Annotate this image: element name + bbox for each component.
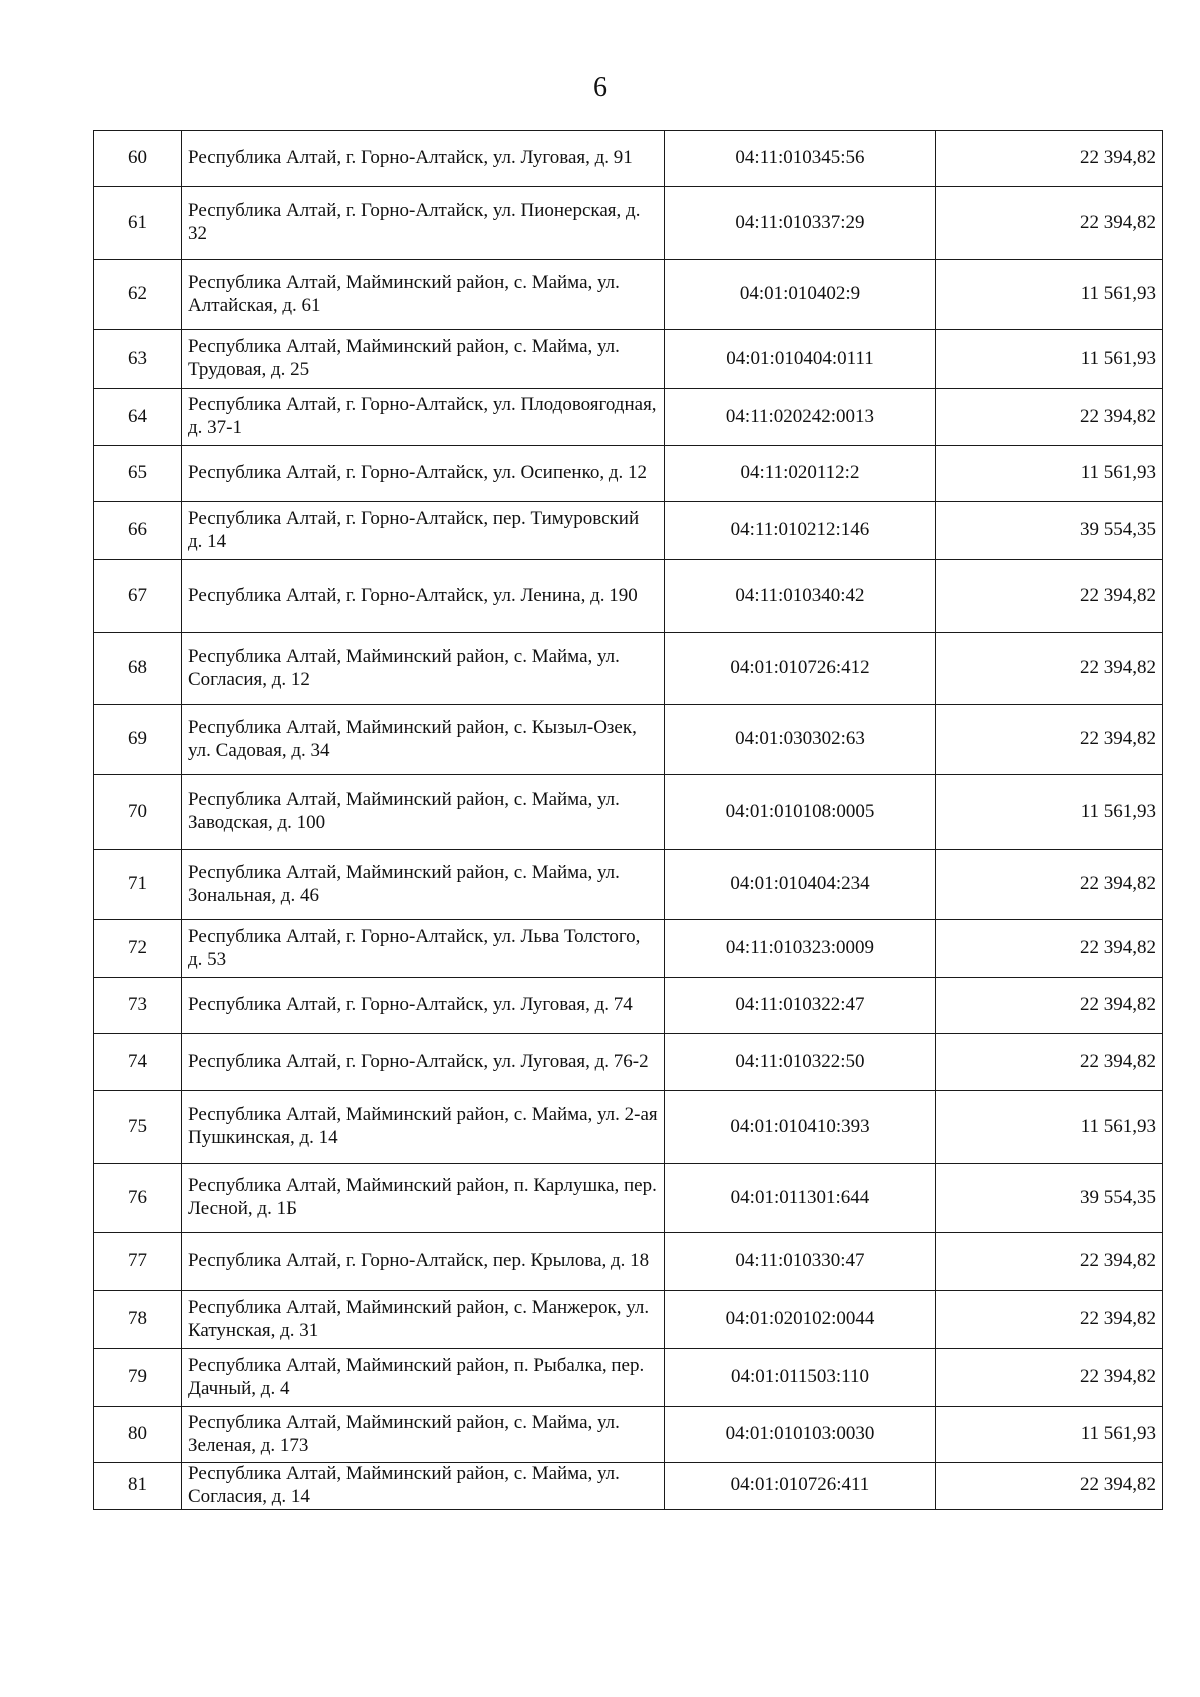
amount-cell: 11 561,93 (936, 260, 1163, 330)
cadastral-number-cell: 04:01:010402:9 (665, 260, 936, 330)
cadastral-number-cell: 04:01:011301:644 (665, 1164, 936, 1233)
address-cell: Республика Алтай, г. Горно-Алтайск, пер. Крылова, д. 18 (182, 1233, 665, 1291)
cadastral-number-cell: 04:11:020242:0013 (665, 389, 936, 446)
row-number: 72 (94, 920, 182, 978)
row-number: 64 (94, 389, 182, 446)
amount-cell: 22 394,82 (936, 1349, 1163, 1407)
registry-table-body (94, 131, 1163, 1510)
cadastral-number-cell: 04:01:020102:0044 (665, 1291, 936, 1349)
amount-cell: 11 561,93 (936, 775, 1163, 850)
cadastral-number-cell: 04:01:010404:0111 (665, 330, 936, 389)
table-row (94, 187, 1163, 260)
row-number: 68 (94, 633, 182, 705)
row-number: 78 (94, 1291, 182, 1349)
row-number: 69 (94, 705, 182, 775)
row-number: 62 (94, 260, 182, 330)
address-cell: Республика Алтай, Майминский район, с. Кызыл-Озек, ул. Садовая, д. 34 (182, 705, 665, 775)
address-cell: Республика Алтай, г. Горно-Алтайск, ул. Осипенко, д. 12 (182, 446, 665, 502)
table-row (94, 633, 1163, 705)
amount-cell: 22 394,82 (936, 850, 1163, 920)
amount-cell: 22 394,82 (936, 1034, 1163, 1091)
row-number: 70 (94, 775, 182, 850)
row-number: 63 (94, 330, 182, 389)
amount-cell: 22 394,82 (936, 633, 1163, 705)
registry-table (93, 130, 1163, 1510)
row-number: 60 (94, 131, 182, 187)
amount-cell: 11 561,93 (936, 1407, 1163, 1463)
address-cell: Республика Алтай, г. Горно-Алтайск, пер. Тимуровский д. 14 (182, 502, 665, 560)
address-cell: Республика Алтай, Майминский район, п. Карлушка, пер. Лесной, д. 1Б (182, 1164, 665, 1233)
amount-cell: 39 554,35 (936, 502, 1163, 560)
row-number: 74 (94, 1034, 182, 1091)
table-row (94, 775, 1163, 850)
table-row (94, 131, 1163, 187)
table-row (94, 1091, 1163, 1164)
row-number: 65 (94, 446, 182, 502)
table-row (94, 1463, 1163, 1510)
amount-cell: 22 394,82 (936, 920, 1163, 978)
row-number: 77 (94, 1233, 182, 1291)
amount-cell: 22 394,82 (936, 978, 1163, 1034)
amount-cell: 22 394,82 (936, 705, 1163, 775)
cadastral-number-cell: 04:11:010337:29 (665, 187, 936, 260)
table-row (94, 978, 1163, 1034)
amount-cell: 22 394,82 (936, 560, 1163, 633)
cadastral-number-cell: 04:11:010322:47 (665, 978, 936, 1034)
row-number: 73 (94, 978, 182, 1034)
address-cell: Республика Алтай, г. Горно-Алтайск, ул. Ленина, д. 190 (182, 560, 665, 633)
amount-cell: 39 554,35 (936, 1164, 1163, 1233)
table-row (94, 1233, 1163, 1291)
table-row (94, 446, 1163, 502)
cadastral-number-cell: 04:11:010330:47 (665, 1233, 936, 1291)
cadastral-number-cell: 04:11:020112:2 (665, 446, 936, 502)
row-number: 81 (94, 1463, 182, 1510)
table-row (94, 1034, 1163, 1091)
row-number: 79 (94, 1349, 182, 1407)
address-cell: Республика Алтай, Майминский район, с. Майма, ул. Зеленая, д. 173 (182, 1407, 665, 1463)
address-cell: Республика Алтай, Майминский район, с. Манжерок, ул. Катунская, д. 31 (182, 1291, 665, 1349)
address-cell: Республика Алтай, г. Горно-Алтайск, ул. Плодовоягодная, д. 37-1 (182, 389, 665, 446)
table-row (94, 920, 1163, 978)
row-number: 66 (94, 502, 182, 560)
address-cell: Республика Алтай, Майминский район, с. Майма, ул. Согласия, д. 14 (182, 1463, 665, 1510)
cadastral-number-cell: 04:11:010212:146 (665, 502, 936, 560)
table-row (94, 1349, 1163, 1407)
amount-cell: 11 561,93 (936, 446, 1163, 502)
amount-cell: 11 561,93 (936, 1091, 1163, 1164)
table-row (94, 705, 1163, 775)
table-row (94, 389, 1163, 446)
cadastral-number-cell: 04:01:010404:234 (665, 850, 936, 920)
amount-cell: 22 394,82 (936, 1291, 1163, 1349)
address-cell: Республика Алтай, Майминский район, с. Майма, ул. Алтайская, д. 61 (182, 260, 665, 330)
address-cell: Республика Алтай, Майминский район, с. Майма, ул. 2-ая Пушкинская, д. 14 (182, 1091, 665, 1164)
row-number: 75 (94, 1091, 182, 1164)
row-number: 61 (94, 187, 182, 260)
table-row (94, 1164, 1163, 1233)
cadastral-number-cell: 04:11:010322:50 (665, 1034, 936, 1091)
table-row (94, 502, 1163, 560)
address-cell: Республика Алтай, Майминский район, п. Рыбалка, пер. Дачный, д. 4 (182, 1349, 665, 1407)
amount-cell: 11 561,93 (936, 330, 1163, 389)
address-cell: Республика Алтай, г. Горно-Алтайск, ул. Льва Толстого, д. 53 (182, 920, 665, 978)
cadastral-number-cell: 04:01:010410:393 (665, 1091, 936, 1164)
cadastral-number-cell: 04:01:010726:411 (665, 1463, 936, 1510)
address-cell: Республика Алтай, г. Горно-Алтайск, ул. Пионерская, д. 32 (182, 187, 665, 260)
amount-cell: 22 394,82 (936, 389, 1163, 446)
table-row (94, 1291, 1163, 1349)
cadastral-number-cell: 04:01:010108:0005 (665, 775, 936, 850)
amount-cell: 22 394,82 (936, 1233, 1163, 1291)
table-row (94, 850, 1163, 920)
cadastral-number-cell: 04:01:010726:412 (665, 633, 936, 705)
page-number: 6 (593, 72, 607, 103)
cadastral-number-cell: 04:01:011503:110 (665, 1349, 936, 1407)
cadastral-number-cell: 04:01:030302:63 (665, 705, 936, 775)
row-number: 76 (94, 1164, 182, 1233)
table-row (94, 560, 1163, 633)
address-cell: Республика Алтай, Майминский район, с. Майма, ул. Заводская, д. 100 (182, 775, 665, 850)
amount-cell: 22 394,82 (936, 1463, 1163, 1510)
cadastral-number-cell: 04:11:010345:56 (665, 131, 936, 187)
address-cell: Республика Алтай, Майминский район, с. Майма, ул. Зональная, д. 46 (182, 850, 665, 920)
amount-cell: 22 394,82 (936, 187, 1163, 260)
address-cell: Республика Алтай, г. Горно-Алтайск, ул. Луговая, д. 91 (182, 131, 665, 187)
cadastral-number-cell: 04:11:010323:0009 (665, 920, 936, 978)
cadastral-number-cell: 04:11:010340:42 (665, 560, 936, 633)
table-row (94, 1407, 1163, 1463)
amount-cell: 22 394,82 (936, 131, 1163, 187)
address-cell: Республика Алтай, Майминский район, с. Майма, ул. Согласия, д. 12 (182, 633, 665, 705)
table-row (94, 330, 1163, 389)
cadastral-number-cell: 04:01:010103:0030 (665, 1407, 936, 1463)
address-cell: Республика Алтай, Майминский район, с. Майма, ул. Трудовая, д. 25 (182, 330, 665, 389)
address-cell: Республика Алтай, г. Горно-Алтайск, ул. Луговая, д. 76-2 (182, 1034, 665, 1091)
row-number: 71 (94, 850, 182, 920)
row-number: 67 (94, 560, 182, 633)
row-number: 80 (94, 1407, 182, 1463)
address-cell: Республика Алтай, г. Горно-Алтайск, ул. Луговая, д. 74 (182, 978, 665, 1034)
table-row (94, 260, 1163, 330)
